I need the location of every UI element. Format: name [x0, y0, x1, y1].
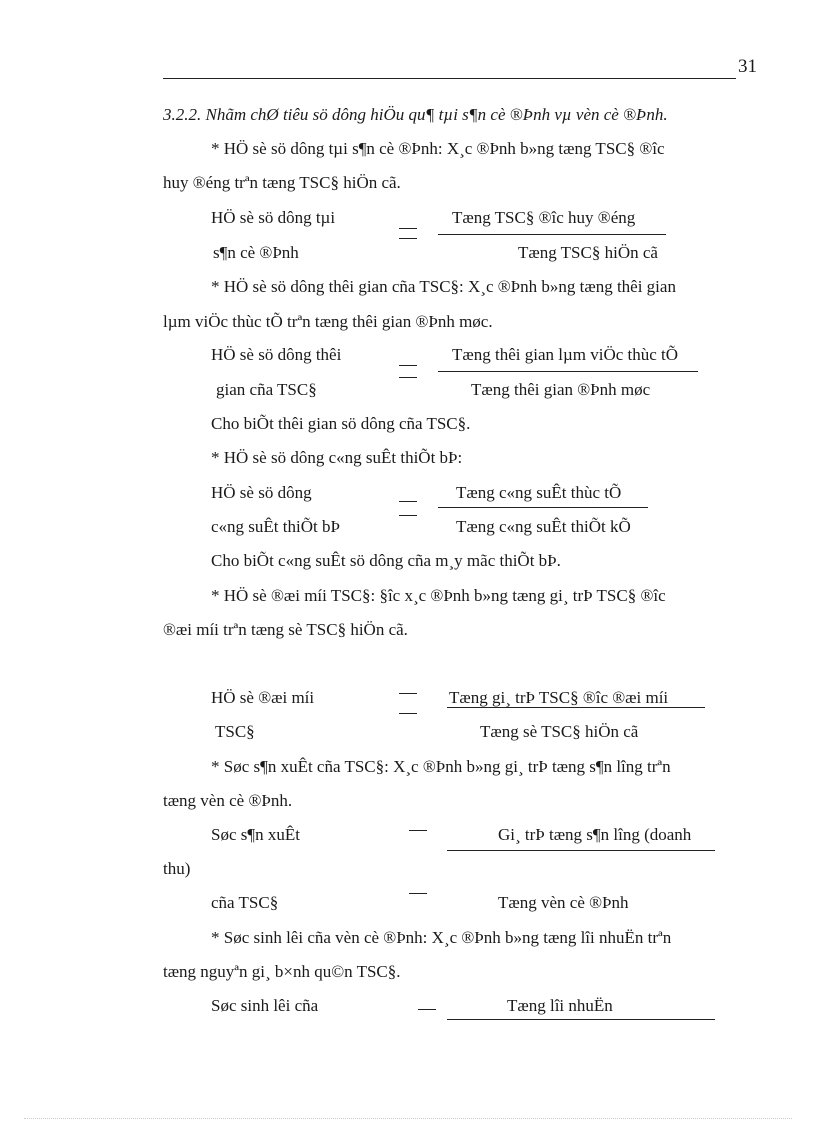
equals-sign	[418, 1009, 436, 1010]
equals-sign	[409, 830, 427, 831]
paragraph-line: * HÖ sè sö dông tµi s¶n cè ®Þnh: X¸c ®Þnh b»ng tæng TSC§ ®îc	[211, 139, 665, 158]
paragraph-line: lµm viÖc thùc tÕ trªn tæng thêi gian ®Þnh møc.	[163, 312, 493, 331]
formula-denominator: Tæng vèn cè ®Þnh	[498, 893, 629, 912]
equals-sign	[399, 238, 417, 239]
equals-sign	[399, 228, 417, 229]
paragraph-line: tæng vèn cè ®Þnh.	[163, 791, 293, 810]
equals-sign	[399, 365, 417, 366]
formula-label: HÖ sè sö dông thêi	[211, 345, 342, 364]
formula-numerator-continued: thu)	[163, 859, 191, 878]
formula-numerator: Tæng gi¸ trÞ TSC§ ®îc ®æi míi	[449, 688, 669, 707]
formula-label: HÖ sè ®æi míi	[211, 688, 315, 707]
formula-numerator: Tæng TSC§ ®îc huy ®éng	[452, 208, 636, 227]
formula-denominator: Tæng TSC§ hiÖn cã	[518, 243, 658, 262]
formula-label: s¶n cè ®Þnh	[213, 243, 299, 262]
formula-numerator: Tæng thêi gian lµm viÖc thùc tÕ	[452, 345, 679, 364]
formula-denominator: Tæng sè TSC§ hiÖn cã	[480, 722, 639, 741]
formula-denominator: Tæng c«ng suÊt thiÕt kÕ	[456, 517, 631, 536]
formula-denominator: Tæng thêi gian ®Þnh møc	[471, 380, 651, 399]
paragraph-line: * HÖ sè sö dông c«ng suÊt thiÕt bÞ:	[211, 448, 463, 467]
formula-label: cña TSC§	[211, 893, 279, 912]
paragraph-line: * Søc sinh lêi cña vèn cè ®Þnh: X¸c ®Þnh b»ng tæng lîi nhuËn trªn	[211, 928, 672, 947]
paragraph-line: Cho biÕt c«ng suÊt sö dông cña m¸y mãc thiÕt bÞ.	[211, 551, 561, 570]
fraction-bar	[447, 1019, 715, 1020]
formula-numerator: Tæng lîi nhuËn	[507, 996, 613, 1015]
equals-sign	[399, 693, 417, 694]
formula-label: HÖ sè sö dông	[211, 483, 312, 502]
equals-sign	[399, 501, 417, 502]
formula-numerator: Gi¸ trÞ tæng s¶n lîng (doanh	[498, 825, 692, 844]
formula-label: Søc s¶n xuÊt	[211, 825, 300, 844]
paragraph-line: Cho biÕt thêi gian sö dông cña TSC§.	[211, 414, 471, 433]
formula-label: HÖ sè sö dông tµi	[211, 208, 336, 227]
fraction-bar	[438, 371, 698, 372]
section-heading: 3.2.2. Nhãm chØ tiêu sö dông hiÖu qu¶ tµi s¶n cè ®Þnh vµ vèn cè ®Þnh.	[163, 105, 668, 124]
header-rule	[163, 78, 736, 79]
equals-sign	[399, 515, 417, 516]
page-number: 31	[738, 56, 757, 77]
fraction-bar	[447, 707, 705, 708]
paragraph-line: * HÖ sè sö dông thêi gian cña TSC§: X¸c ®Þnh b»ng tæng thêi gian	[211, 277, 676, 296]
page-bottom-rule	[24, 1118, 792, 1119]
formula-label: Søc sinh lêi cña	[211, 996, 319, 1015]
paragraph-line: ®æi míi trªn tæng sè TSC§ hiÖn cã.	[163, 620, 408, 639]
paragraph-line: huy ®éng trªn tæng TSC§ hiÖn cã.	[163, 173, 401, 192]
formula-label: gian cña TSC§	[216, 380, 317, 399]
paragraph-line: * Søc s¶n xuÊt cña TSC§: X¸c ®Þnh b»ng gi¸ trÞ tæng s¶n lîng trªn	[211, 757, 671, 776]
equals-sign	[409, 893, 427, 894]
paragraph-line: tæng nguyªn gi¸ b×nh qu©n TSC§.	[163, 962, 401, 981]
formula-label: TSC§	[215, 722, 255, 741]
equals-sign	[399, 377, 417, 378]
equals-sign	[399, 713, 417, 714]
paragraph-line: * HÖ sè ®æi míi TSC§: §îc x¸c ®Þnh b»ng tæng gi¸ trÞ TSC§ ®îc	[211, 586, 666, 605]
fraction-bar	[438, 507, 648, 508]
fraction-bar	[438, 234, 666, 235]
formula-numerator: Tæng c«ng suÊt thùc tÕ	[456, 483, 622, 502]
formula-label: c«ng suÊt thiÕt bÞ	[211, 517, 340, 536]
fraction-bar	[447, 850, 715, 851]
